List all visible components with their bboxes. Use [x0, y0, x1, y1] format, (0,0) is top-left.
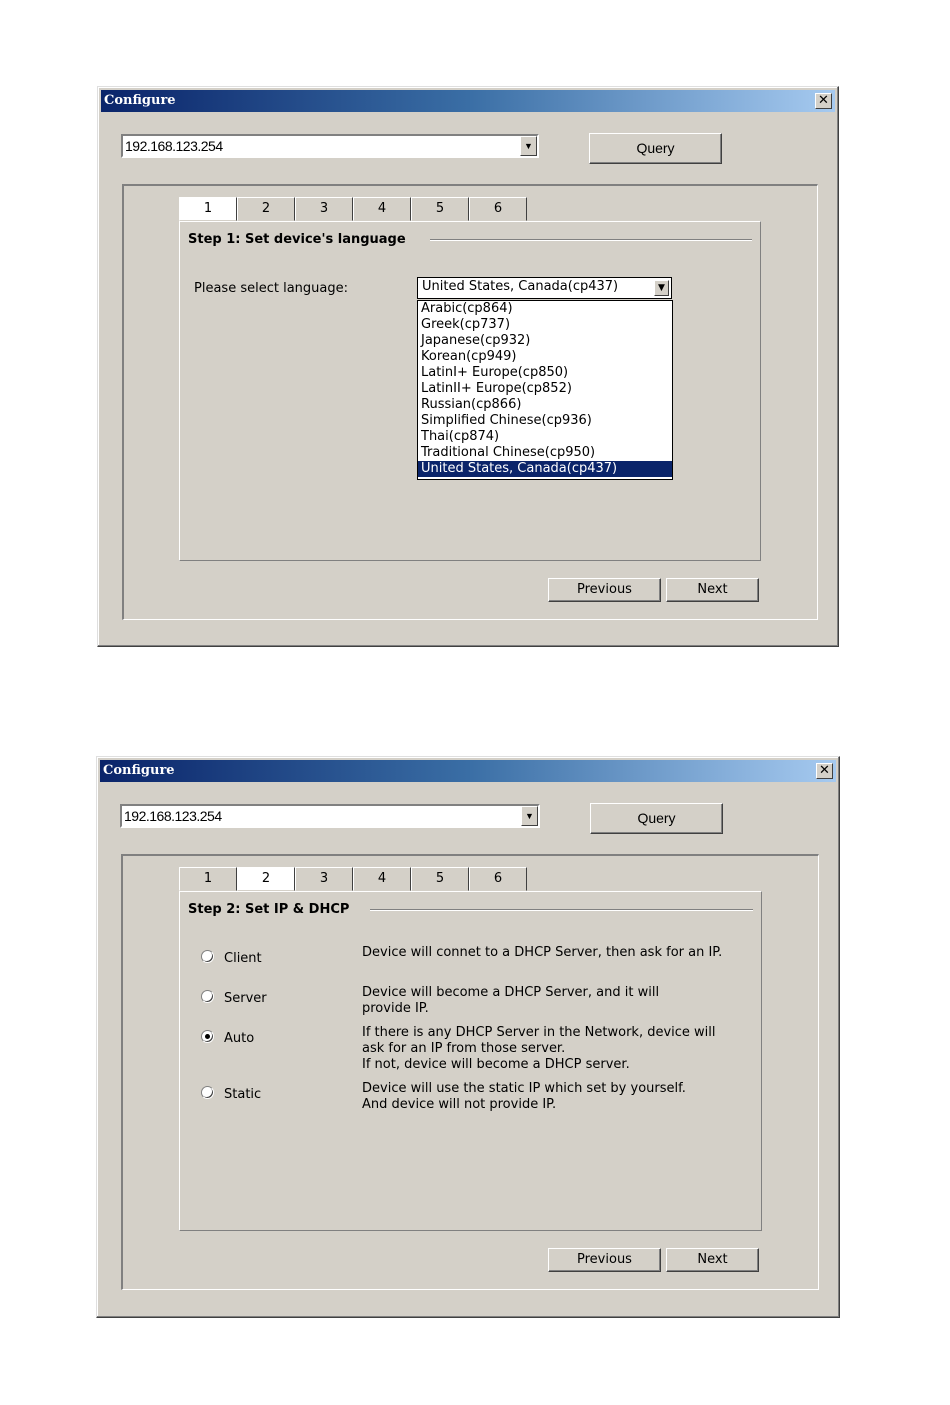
close-icon: ✕	[819, 763, 830, 778]
language-select[interactable]	[417, 277, 672, 299]
tab-label: 2	[261, 871, 271, 886]
address-value: 192.168.123.254	[125, 138, 223, 154]
auto-description: If there is any DHCP Server in the Network, device will ask for an IP from those server. If not, device will become a DHCP server.	[362, 1025, 716, 1072]
language-option[interactable]: LatinII+ Europe(cp852)	[421, 381, 572, 396]
language-option[interactable]: Traditional Chinese(cp950)	[421, 445, 596, 460]
tab-label: 4	[377, 201, 387, 216]
client-radio[interactable]	[201, 950, 214, 963]
client-label: Client	[224, 951, 262, 966]
configure-dialog-step2	[96, 756, 840, 1318]
chevron-down-icon[interactable]: ▼	[520, 136, 537, 156]
language-selected-value: United States, Canada(cp437)	[422, 279, 619, 294]
tab-label: 1	[203, 201, 213, 216]
tab-3[interactable]	[295, 867, 353, 891]
language-option[interactable]: LatinI+ Europe(cp850)	[421, 365, 569, 380]
divider	[430, 239, 752, 241]
address-combobox[interactable]	[121, 134, 539, 158]
language-dropdown-list[interactable]	[417, 300, 673, 480]
previous-button[interactable]: Previous	[548, 1248, 661, 1272]
static-radio[interactable]	[201, 1086, 214, 1099]
tab-6[interactable]	[469, 867, 527, 891]
tab-6[interactable]	[469, 197, 527, 221]
tab-5[interactable]	[411, 197, 469, 221]
tab-label: 5	[435, 871, 445, 886]
window-title: Configure	[104, 93, 176, 108]
query-button[interactable]: Query	[590, 803, 723, 834]
tab-2[interactable]	[237, 197, 295, 221]
tab-1[interactable]	[179, 867, 237, 891]
client-description: Device will connet to a DHCP Server, then ask for an IP.	[362, 945, 723, 960]
address-value: 192.168.123.254	[124, 808, 222, 824]
wizard-frame	[122, 184, 818, 620]
title-bar[interactable]	[100, 760, 836, 782]
tab-label: 4	[377, 871, 387, 886]
chevron-down-icon[interactable]: ▼	[654, 280, 669, 296]
static-label: Static	[224, 1087, 262, 1102]
close-icon: ✕	[818, 93, 829, 108]
tab-3[interactable]	[295, 197, 353, 221]
address-combobox[interactable]	[120, 804, 540, 828]
auto-radio[interactable]	[201, 1030, 214, 1043]
language-option[interactable]: Greek(cp737)	[421, 317, 511, 332]
tab-label: 6	[493, 201, 503, 216]
tab-2[interactable]	[237, 867, 295, 891]
close-button[interactable]	[816, 763, 833, 779]
step-title: Step 1: Set device's language	[188, 232, 414, 247]
server-description: Device will become a DHCP Server, and it will provide IP.	[362, 985, 660, 1016]
tab-panel	[179, 891, 762, 1231]
step-title: Step 2: Set IP & DHCP	[188, 902, 357, 917]
tab-panel	[179, 221, 761, 561]
window-title: Configure	[103, 763, 175, 778]
language-option[interactable]: Thai(cp874)	[421, 429, 500, 444]
radio-selected-dot	[205, 1034, 210, 1039]
previous-button[interactable]: Previous	[548, 578, 661, 602]
next-button[interactable]: Next	[666, 578, 759, 602]
language-option-selected[interactable]: United States, Canada(cp437)	[418, 461, 672, 477]
tab-strip	[179, 867, 539, 891]
next-button[interactable]: Next	[666, 1248, 759, 1272]
server-label: Server	[224, 991, 267, 1006]
tab-label: 5	[435, 201, 445, 216]
language-prompt: Please select language:	[194, 281, 348, 296]
title-bar[interactable]	[101, 90, 835, 112]
wizard-frame	[121, 854, 819, 1290]
tab-strip	[179, 197, 539, 221]
language-option[interactable]: Japanese(cp932)	[421, 333, 531, 348]
tab-label: 3	[319, 871, 329, 886]
language-option[interactable]: Russian(cp866)	[421, 397, 522, 412]
divider	[370, 909, 753, 911]
tab-5[interactable]	[411, 867, 469, 891]
tab-label: 3	[319, 201, 329, 216]
configure-dialog-step1	[97, 86, 839, 647]
auto-label: Auto	[224, 1031, 255, 1046]
server-radio[interactable]	[201, 990, 214, 1003]
tab-1[interactable]	[179, 197, 237, 221]
tab-4[interactable]	[353, 197, 411, 221]
static-description: Device will use the static IP which set by yourself. And device will not provide IP.	[362, 1081, 686, 1112]
tab-label: 2	[261, 201, 271, 216]
tab-label: 1	[203, 871, 213, 886]
close-button[interactable]	[815, 93, 832, 109]
tab-label: 6	[493, 871, 503, 886]
chevron-down-icon[interactable]: ▼	[521, 806, 538, 826]
language-option[interactable]: Arabic(cp864)	[421, 301, 513, 316]
language-option[interactable]: Korean(cp949)	[421, 349, 517, 364]
query-button[interactable]: Query	[589, 133, 722, 164]
tab-4[interactable]	[353, 867, 411, 891]
language-option[interactable]: Simplified Chinese(cp936)	[421, 413, 592, 428]
